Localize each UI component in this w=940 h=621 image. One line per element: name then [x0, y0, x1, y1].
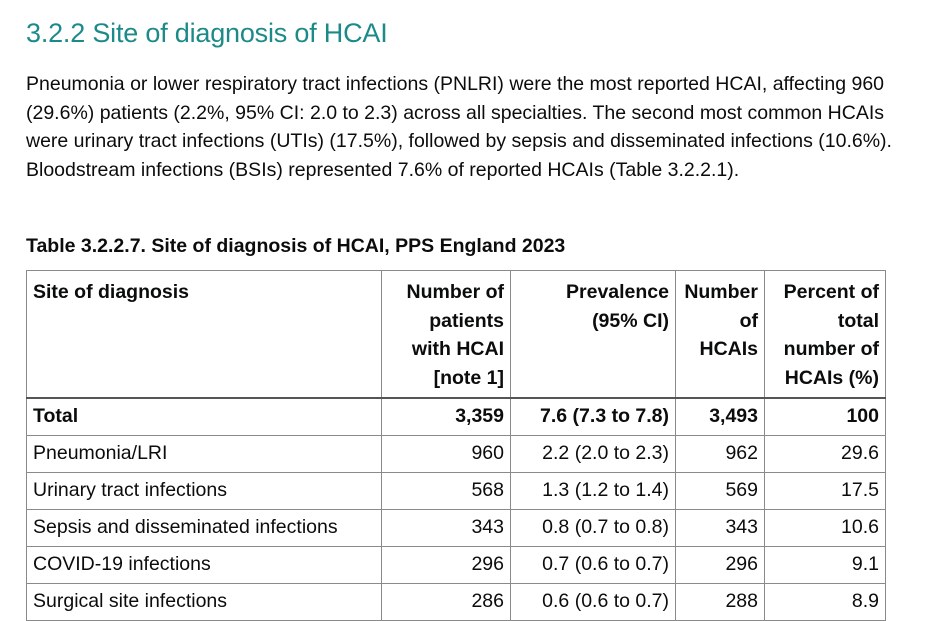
header-percent: Percent of total number of HCAIs (%)	[765, 271, 886, 399]
cell-site: Urinary tract infections	[27, 473, 382, 510]
cell-patients: 3,359	[382, 398, 511, 436]
table-row	[27, 473, 886, 510]
cell-patients: 296	[382, 547, 511, 584]
cell-hcais: 296	[676, 547, 765, 584]
cell-hcais: 343	[676, 510, 765, 547]
cell-site: Sepsis and disseminated infections	[27, 510, 382, 547]
section-heading: 3.2.2 Site of diagnosis of HCAI	[26, 18, 388, 48]
cell-percent: 10.6	[765, 510, 886, 547]
cell-percent: 100	[765, 398, 886, 436]
cell-percent: 17.5	[765, 473, 886, 510]
cell-hcais: 962	[676, 436, 765, 473]
cell-prevalence: 0.6 (0.6 to 0.7)	[511, 584, 676, 621]
header-hcais: Number of HCAIs	[676, 271, 765, 399]
cell-site: Total	[27, 398, 382, 436]
header-site: Site of diagnosis	[27, 271, 382, 399]
intro-paragraph: Pneumonia or lower respiratory tract infections (PNLRI) were the most reported HCAI, affecting 960 (29.6%) patients (2.2%, 95% CI: 2.0 to 2.3) across all specialties. The second most common HCAIs were urinary tract infections (UTIs) (17.5%), followed by sepsis and disseminated infections (10.6%). Bloodstream infections (BSIs) represented 7.6% of reported HCAIs (Table 3.2.2.1).	[26, 73, 892, 181]
table-row	[27, 436, 886, 473]
cell-hcais: 288	[676, 584, 765, 621]
table-row-total	[27, 398, 886, 436]
cell-percent: 9.1	[765, 547, 886, 584]
cell-hcais: 3,493	[676, 398, 765, 436]
cell-patients: 286	[382, 584, 511, 621]
table-row	[27, 584, 886, 621]
table-title: Table 3.2.2.7. Site of diagnosis of HCAI, PPS England 2023	[26, 235, 566, 257]
cell-site: Surgical site infections	[27, 584, 382, 621]
cell-patients: 568	[382, 473, 511, 510]
header-patients: Number of patients with HCAI [note 1]	[382, 271, 511, 399]
table-row	[27, 510, 886, 547]
cell-percent: 8.9	[765, 584, 886, 621]
cell-patients: 343	[382, 510, 511, 547]
cell-patients: 960	[382, 436, 511, 473]
cell-prevalence: 1.3 (1.2 to 1.4)	[511, 473, 676, 510]
cell-site: Pneumonia/LRI	[27, 436, 382, 473]
cell-percent: 29.6	[765, 436, 886, 473]
cell-prevalence: 0.8 (0.7 to 0.8)	[511, 510, 676, 547]
cell-site: COVID-19 infections	[27, 547, 382, 584]
table-header-row	[27, 271, 886, 399]
cell-prevalence: 2.2 (2.0 to 2.3)	[511, 436, 676, 473]
cell-prevalence: 7.6 (7.3 to 7.8)	[511, 398, 676, 436]
cell-prevalence: 0.7 (0.6 to 0.7)	[511, 547, 676, 584]
cell-hcais: 569	[676, 473, 765, 510]
header-prevalence: Prevalence (95% CI)	[511, 271, 676, 399]
table-row	[27, 547, 886, 584]
site-of-diagnosis-table	[26, 270, 886, 621]
